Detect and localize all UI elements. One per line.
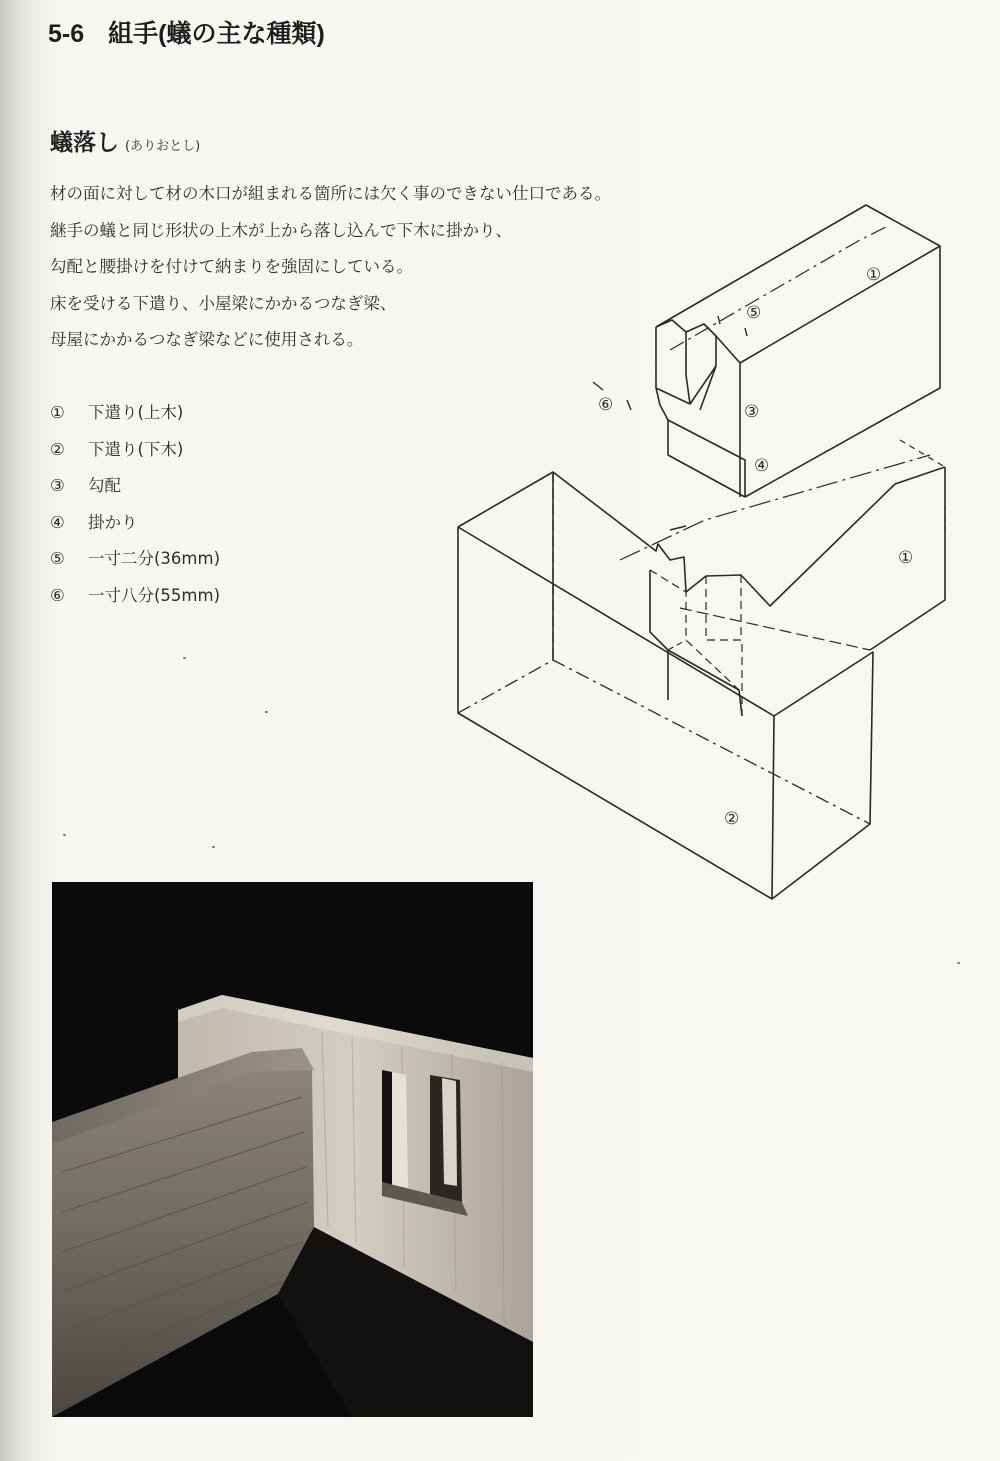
description-line: 母屋にかかるつなぎ梁などに使用される。 bbox=[50, 330, 364, 349]
legend-item bbox=[50, 581, 220, 618]
description-line: 勾配と腰掛けを付けて納まりを強固にしている。 bbox=[50, 257, 413, 276]
legend-marker: ② bbox=[50, 439, 65, 459]
paper-speck bbox=[212, 846, 215, 848]
legend-label: 一寸二分(36mm) bbox=[88, 549, 221, 568]
joint-photo-illustration bbox=[52, 882, 533, 1417]
upper-beam-drawing bbox=[593, 205, 940, 497]
lower-beam-drawing bbox=[458, 440, 945, 899]
paper-speck bbox=[265, 711, 268, 713]
label-upper-5: ⑤ bbox=[746, 303, 762, 323]
section-title: 組手(蟻の主な種類) bbox=[108, 20, 325, 48]
legend-item bbox=[50, 544, 220, 581]
legend-item bbox=[50, 471, 220, 508]
paper-speck bbox=[957, 962, 960, 964]
legend-item bbox=[50, 508, 220, 545]
label-lower-1: ① bbox=[898, 548, 914, 568]
subtitle bbox=[50, 124, 200, 157]
joint-diagram bbox=[440, 190, 980, 910]
legend-item bbox=[50, 398, 220, 435]
subtitle-reading: (ありおとし) bbox=[125, 139, 201, 154]
legend-label: 掛かり bbox=[88, 512, 138, 532]
paper-speck bbox=[63, 834, 66, 836]
legend-marker: ④ bbox=[50, 512, 65, 532]
label-upper-3: ③ bbox=[744, 402, 760, 422]
section-heading bbox=[48, 14, 325, 50]
label-upper-6: ⑥ bbox=[598, 395, 614, 415]
legend-label: 勾配 bbox=[88, 476, 121, 495]
diagram-labels bbox=[598, 265, 913, 829]
joint-photo bbox=[52, 882, 533, 1417]
paper-speck bbox=[183, 657, 186, 659]
subtitle-main: 蟻落し bbox=[50, 130, 119, 156]
legend-marker: ⑥ bbox=[50, 585, 65, 605]
label-lower-2: ② bbox=[724, 809, 740, 829]
legend-marker: ① bbox=[50, 403, 65, 422]
legend-marker: ③ bbox=[50, 476, 65, 495]
legend-label: 下遣り(下木) bbox=[88, 439, 184, 459]
description-line: 継手の蟻と同じ形状の上木が上から落し込んで下木に掛かり、 bbox=[50, 220, 512, 240]
legend-list bbox=[50, 398, 220, 617]
legend-label: 一寸八分(55mm) bbox=[88, 585, 221, 605]
description-line: 材の面に対して材の木口が組まれる箇所には欠く事のできない仕口である。 bbox=[50, 184, 611, 203]
label-upper-1: ① bbox=[866, 265, 882, 285]
section-number: 5-6 bbox=[48, 20, 85, 48]
description-line: 床を受ける下遣り、小屋梁にかかるつなぎ梁、 bbox=[50, 293, 397, 313]
legend-item bbox=[50, 435, 220, 472]
legend-label: 下遣り(上木) bbox=[88, 403, 184, 422]
legend-marker: ⑤ bbox=[50, 549, 65, 568]
label-upper-4: ④ bbox=[754, 456, 770, 476]
